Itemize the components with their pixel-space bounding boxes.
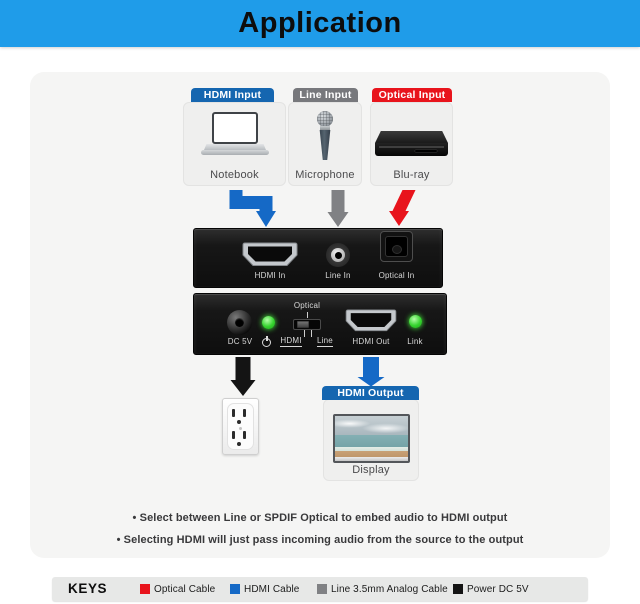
- legend-label-power: Power DC 5V: [467, 583, 529, 595]
- note-line-1: • Select between Line or SPDIF Optical to embed audio to HDMI output: [132, 512, 508, 524]
- banner-optical-input: Optical Input: [372, 88, 452, 102]
- legend-swatch-hdmi: [230, 584, 240, 594]
- banner-hdmi-output: HDMI Output: [322, 386, 419, 400]
- legend-label-hdmi: HDMI Cable: [244, 583, 300, 595]
- power-icon-bar: [266, 336, 268, 341]
- bluray-tray-icon: [415, 150, 437, 152]
- banner-line-input: Line Input: [293, 88, 358, 102]
- microphone-ring-icon: [320, 126, 330, 130]
- link-led: [409, 315, 422, 328]
- power-led: [262, 316, 275, 329]
- bluray-player-icon: [375, 131, 448, 143]
- outlet-slot: [232, 431, 235, 439]
- banner-hdmi-input: HDMI Input: [191, 88, 274, 102]
- port-label-hdmi-out: HDMI Out: [352, 337, 390, 346]
- outlet-slot: [243, 431, 246, 439]
- monitor-bezel: [335, 457, 408, 461]
- outlet-ground-hole: [237, 442, 241, 446]
- device-label-display: Display: [352, 464, 390, 476]
- outlet-ground-hole: [237, 420, 241, 424]
- optical-in-port-hole: [392, 245, 402, 254]
- beach-sky: [335, 416, 408, 435]
- legend-label-optical: Optical Cable: [154, 583, 216, 595]
- bluray-stripe-icon: [379, 146, 444, 148]
- device-label-notebook: Notebook: [210, 169, 259, 181]
- beach-sea: [335, 435, 408, 447]
- switch-label-line: Line: [317, 336, 333, 345]
- outlet-screw: [239, 427, 242, 430]
- device-label-microphone: Microphone: [295, 169, 355, 181]
- legend-swatch-optical: [140, 584, 150, 594]
- note-line-2: • Selecting HDMI will just pass incoming audio from the source to the output: [116, 534, 524, 546]
- port-label-link: Link: [407, 337, 423, 346]
- line-in-jack-hole: [335, 252, 342, 259]
- microphone-icon: [317, 111, 333, 127]
- switch-tick-optical: [307, 312, 308, 318]
- laptop-icon: [212, 112, 258, 144]
- keys-title: KEYS: [68, 581, 108, 596]
- outlet-slot: [243, 409, 246, 417]
- legend-swatch-line: [317, 584, 327, 594]
- device-label-bluray: Blu-ray: [393, 169, 430, 181]
- dc-power-jack-hole: [235, 318, 244, 327]
- port-label-dc5v: DC 5V: [227, 337, 253, 346]
- legend-label-line: Line 3.5mm Analog Cable: [331, 583, 448, 595]
- page-title: Application: [238, 7, 402, 39]
- audio-source-switch-knob: [297, 321, 309, 328]
- port-label-optical-in: Optical In: [378, 271, 415, 280]
- legend-swatch-power: [453, 584, 463, 594]
- switch-label-optical: Optical: [293, 301, 321, 310]
- bluray-front-icon: [375, 143, 448, 156]
- outlet-slot: [232, 409, 235, 417]
- port-label-line-in: Line In: [325, 271, 351, 280]
- keys-legend: [52, 577, 588, 601]
- display-monitor-icon: [333, 414, 410, 463]
- laptop-stand-icon: [201, 150, 269, 155]
- port-label-hdmi-in: HDMI In: [254, 271, 286, 280]
- switch-label-hdmi: HDMI: [280, 336, 302, 345]
